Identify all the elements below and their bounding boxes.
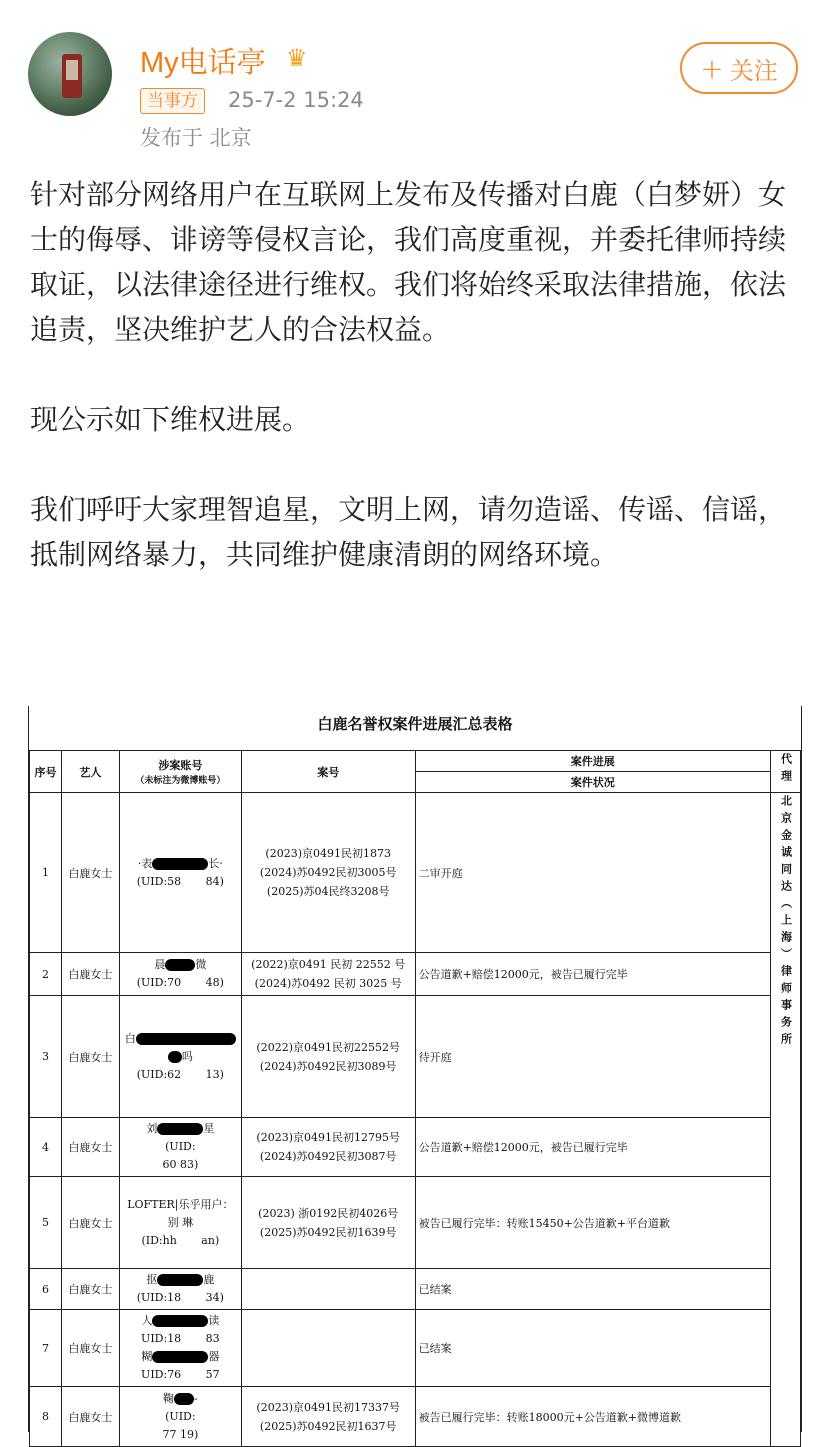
table-row: 1 白鹿女士 ·表 长· (UID:58 84) (2023)京0491民初1873 (2024)苏0492民初3005号 (2025)苏04民终3208号 二审开庭 北京金诚同达（上海）律师事务所	[30, 793, 801, 953]
table-row: 5 白鹿女士 LOFTER|乐乎用户： 别 琳 (ID:hh an) (2023) 浙0192民初4026号 (2025)苏0492民初1639号 被告已履行完毕：转账15450+公告道歉+平台道歉	[30, 1177, 801, 1269]
header-index: 序号	[30, 751, 62, 793]
header-progress: 案件进展	[415, 751, 770, 772]
header-case-no: 案号	[241, 751, 415, 793]
header-proxy: 代理	[770, 751, 800, 793]
party-badge: 当事方	[140, 88, 205, 114]
table-row: 7 白鹿女士 人 读 UID:18 83 糊 器 UID:76 57 已结案	[30, 1310, 801, 1387]
table-row: 2 白鹿女士 晨 微 (UID:70 48) (2022)京0491 民初 22552 号 (2024)苏0492 民初 3025 号 公告道歉+赔偿12000元，被告已履行完毕	[30, 953, 801, 996]
post-timestamp: 25-7-2 15:24	[228, 88, 364, 112]
table-row: 6 白鹿女士 抠 鹿 (UID:18 34) 已结案	[30, 1269, 801, 1310]
post-paragraph: 针对部分网络用户在互联网上发布及传播对白鹿（白梦妍）女士的侮辱、诽谤等侵权言论，我们高度重视，并委托律师持续取证，以法律途径进行维权。我们将始终采取法律措施，依法追责，坚决维护艺人的合法权益。	[30, 178, 787, 346]
table-row: 8 白鹿女士 鞠 - (UID: 77 19) (2023)京0491民初17337号 (2025)苏0492民初1637号 被告已履行完毕：转账18000元+公告道歉+微博道歉	[30, 1387, 801, 1447]
case-table	[29, 750, 801, 1447]
table-row: 3 白鹿女士 白 吗 (UID:62 13) (2022)京0491民初22552号 (2024)苏0492民初3089号 待开庭	[30, 996, 801, 1118]
post-location: 发布于 北京	[140, 126, 252, 150]
post-header	[0, 0, 828, 160]
avatar[interactable]	[28, 32, 112, 116]
post-body	[30, 172, 800, 577]
phone-booth-icon	[62, 54, 82, 98]
follow-button[interactable]	[680, 42, 798, 94]
post-paragraph: 现公示如下维权进展。	[30, 403, 311, 436]
post-paragraph: 我们呼吁大家理智追星，文明上网，请勿造谣、传谣、信谣，抵制网络暴力，共同维护健康清朗的网络环境。	[30, 493, 787, 571]
header-progress-status: 案件状况	[415, 772, 770, 793]
header-account: 涉案账号 （未标注为微博账号）	[119, 751, 241, 793]
user-name[interactable]: My电话亭	[140, 47, 266, 79]
follow-label: 关注	[729, 56, 778, 85]
document-title: 白鹿名誉权案件进展汇总表格	[317, 715, 513, 733]
proxy-firm: 北京金诚同达（上海）律师事务所	[779, 795, 793, 1050]
plus-icon: +	[700, 51, 724, 85]
header-artist: 艺人	[61, 751, 119, 793]
table-row: 4 白鹿女士 刘 星 (UID: 60 83) (2023)京0491民初12795号 (2024)苏0492民初3087号 公告道歉+赔偿12000元，被告已履行完毕	[30, 1118, 801, 1177]
attached-document-image[interactable]	[28, 706, 802, 1441]
crown-icon: ♛	[286, 44, 308, 72]
